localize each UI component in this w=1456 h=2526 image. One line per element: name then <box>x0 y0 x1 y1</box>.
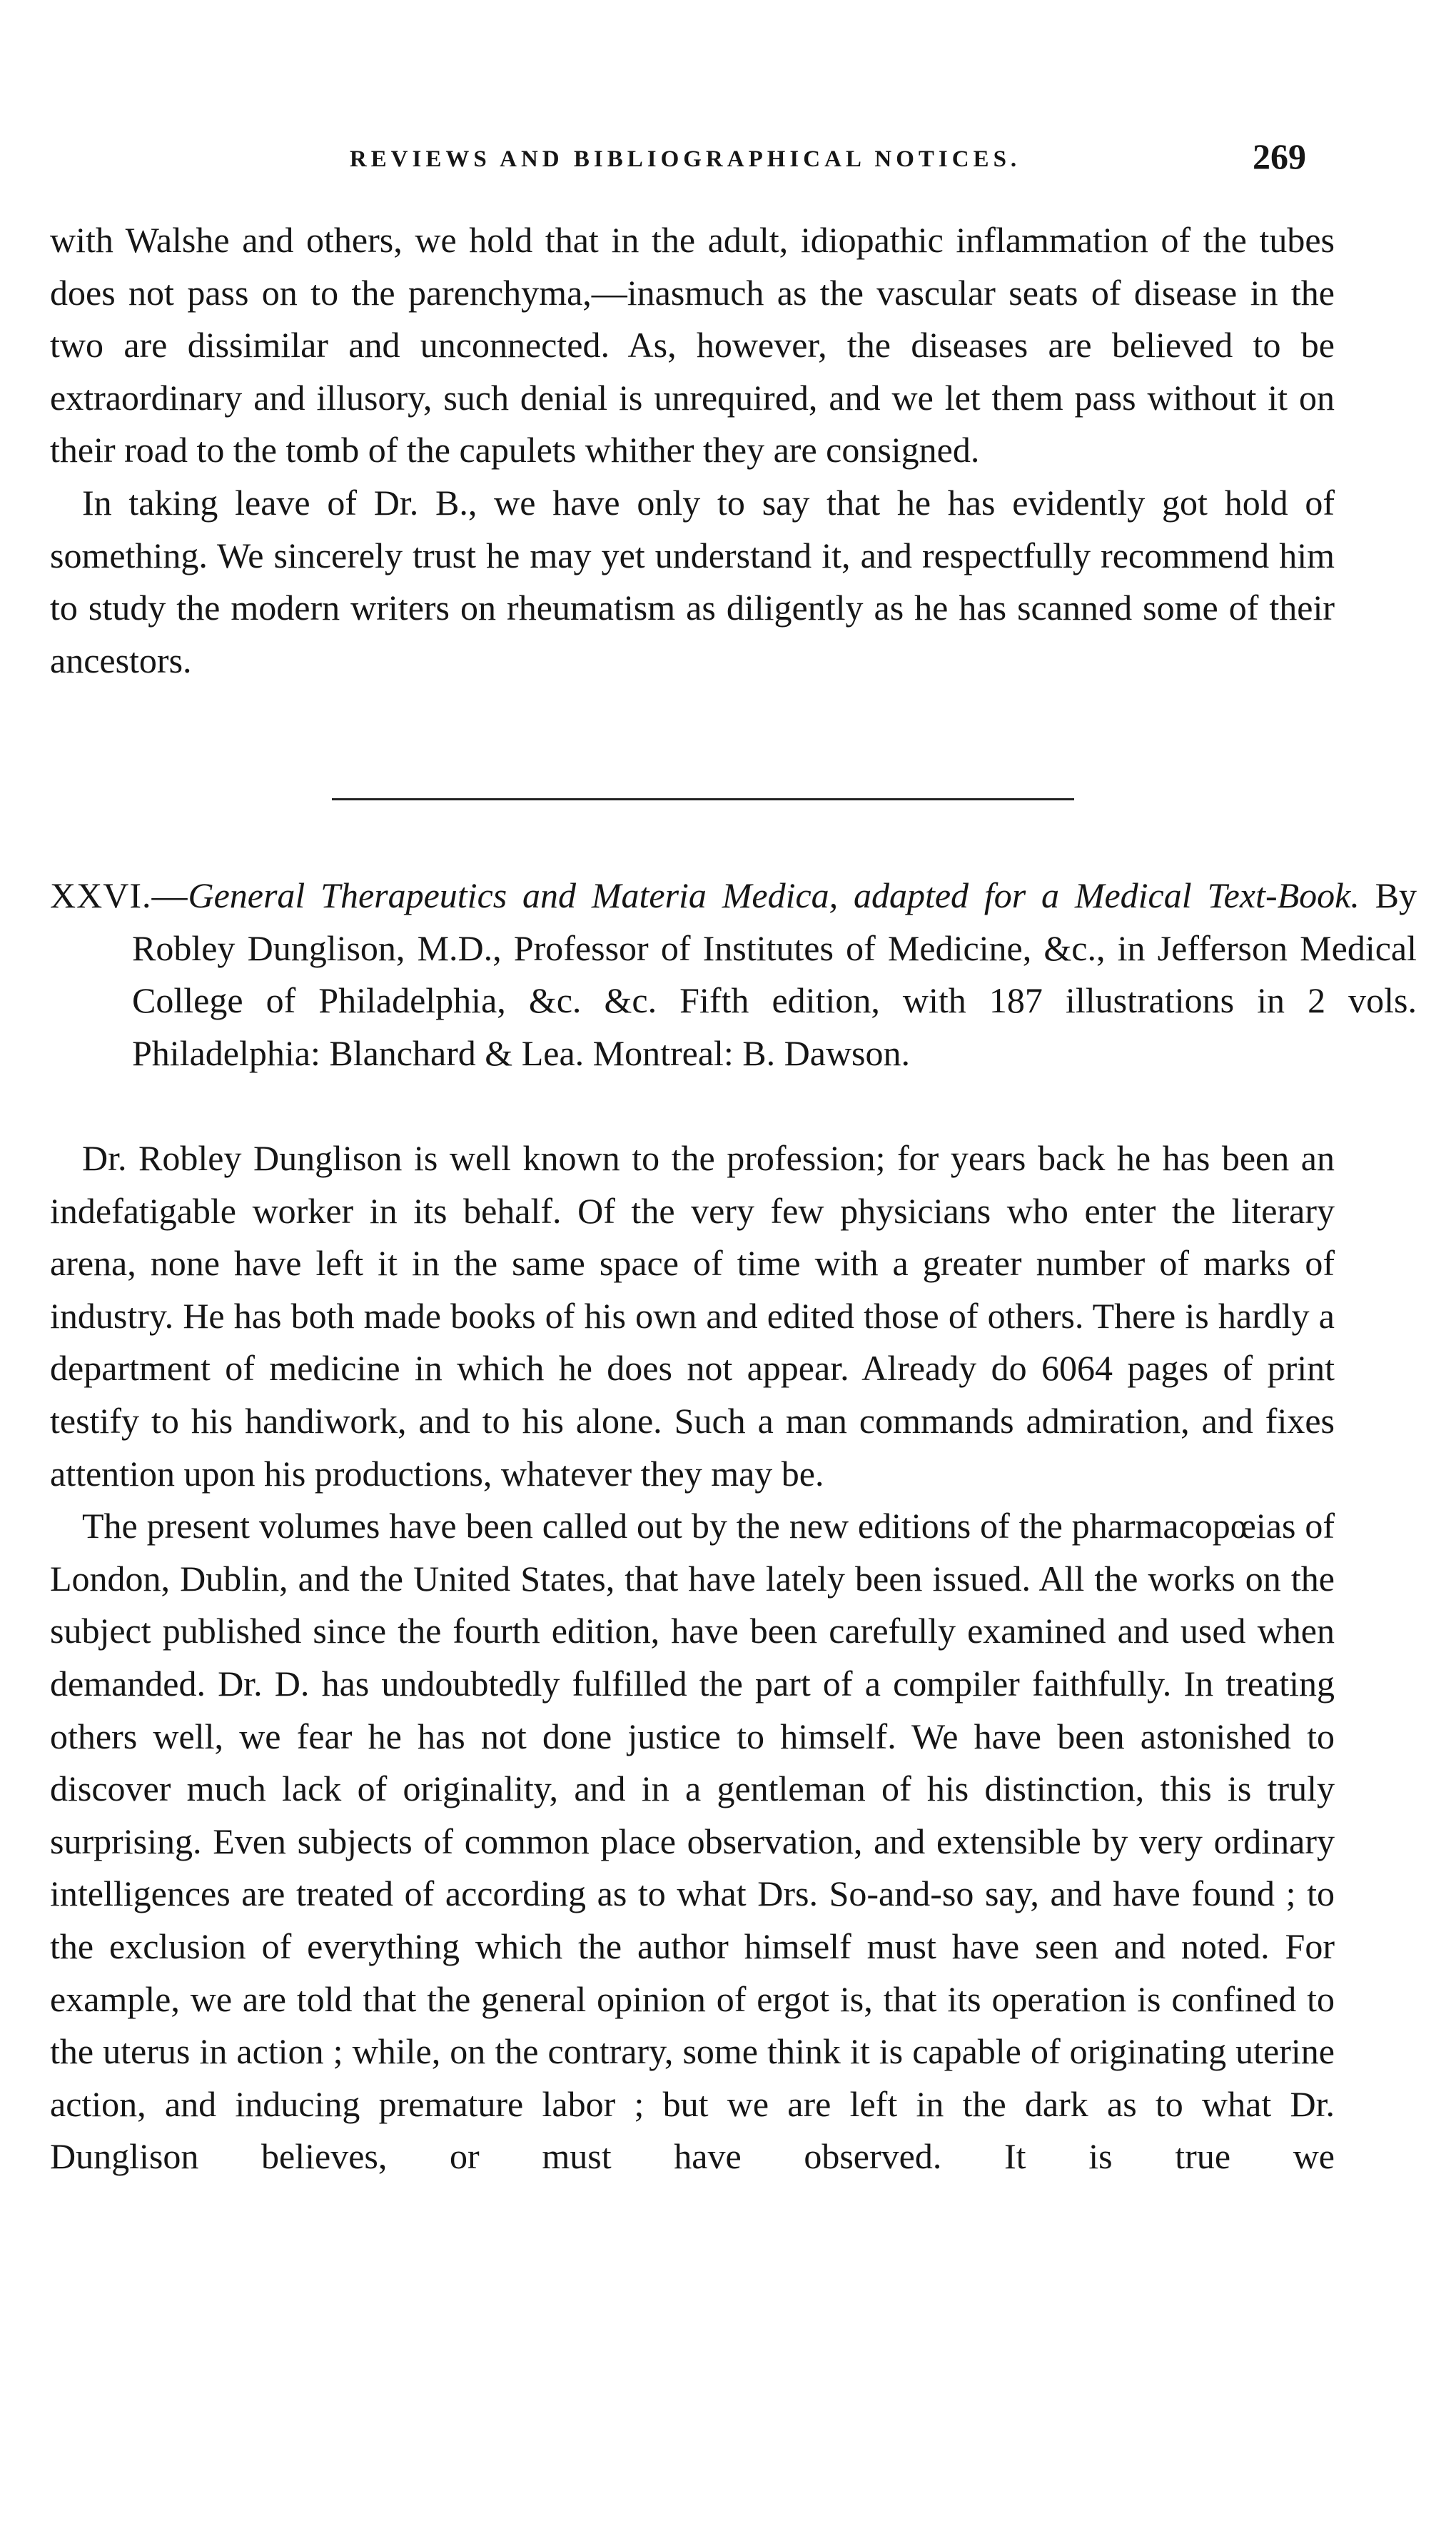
paragraph: Dr. Robley Dunglison is well known to the profession; for years back he has been an indefatigable worker in its behalf. Of the very few physicians who enter the literary arena, none have left it in the same space of time with a greater number of marks of industry. He has both made books of his own and edited those of others. There is hardly a department of medicine in which he does not appear. Already do 6064 pages of print testify to his handiwork, and to his alone. Such a man commands admiration, and fixes attention upon his productions, whatever they may be. <box>50 1138 1335 1494</box>
section-divider <box>332 798 1074 800</box>
paragraph: In taking leave of Dr. B., we have only to say that he has evidently got hold of something. We sincerely trust he may yet understand it, and respectfully recommend him to study the modern writers on rheumatism as diligently as he has scanned some of their ancestors. <box>50 482 1335 680</box>
book-details: By Robley Dunglison, M.D., Professor of Institutes of Medicine, &c., in Jefferson Medical College of Philadelphia, &c. &c. Fifth edition, with 187 illustrations in 2 vols. Philadelphia: Blanchard & Lea. Montreal: B. Dawson. <box>132 875 1417 1073</box>
page-number: 269 <box>1253 136 1306 176</box>
paragraph: The present volumes have been called out by the new editions of the pharmacopœias of London, Dublin, and the United States, that have lately been issued. All the works on the subject published since the fourth edition, have been carefully examined and used when demanded. Dr. D. has undoubtedly fulfilled the part of a compiler faithfully. In treating others well, we fear he has not done justice to himself. We have been astonished to discover much lack of originality, and in a gentleman of his distinction, this is truly surprising. Even subjects of common place observation, and extensible by very ordinary intelligences are treated of according as to what Drs. So-and-so say, and have found ; to the exclusion of everything which the author himself must have seen and noted. For example, we are told that the general opinion of ergot is, that its operation is confined to the uterus in action ; while, on the contrary, some think it is capable of originating uterine action, and inducing premature labor ; but we are left in the dark as to what Dr. Dunglison believes, or must have observed. It is true we <box>50 1506 1335 2177</box>
review-body <box>50 1132 1335 2183</box>
review-heading <box>50 870 1417 1080</box>
paragraph: with Walshe and others, we hold that in the adult, idiopathic inflammation of the tubes does not pass on to the parenchyma,—inasmuch as the vascular seats of disease in the two are dissimilar and unconnected. As, however, the diseases are believed to be extraordinary and illusory, such denial is unrequired, and we let them pass without it on their road to the tomb of the capulets whither they are consigned. <box>50 220 1335 471</box>
book-title: General Therapeutics and Materia Medica, adapted for a Medical Text-Book. <box>188 875 1360 915</box>
running-head: REVIEWS AND BIBLIOGRAPHICAL NOTICES. <box>349 146 1021 172</box>
review-number: XXVI.— <box>50 875 188 915</box>
previous-review-text <box>50 214 1335 687</box>
